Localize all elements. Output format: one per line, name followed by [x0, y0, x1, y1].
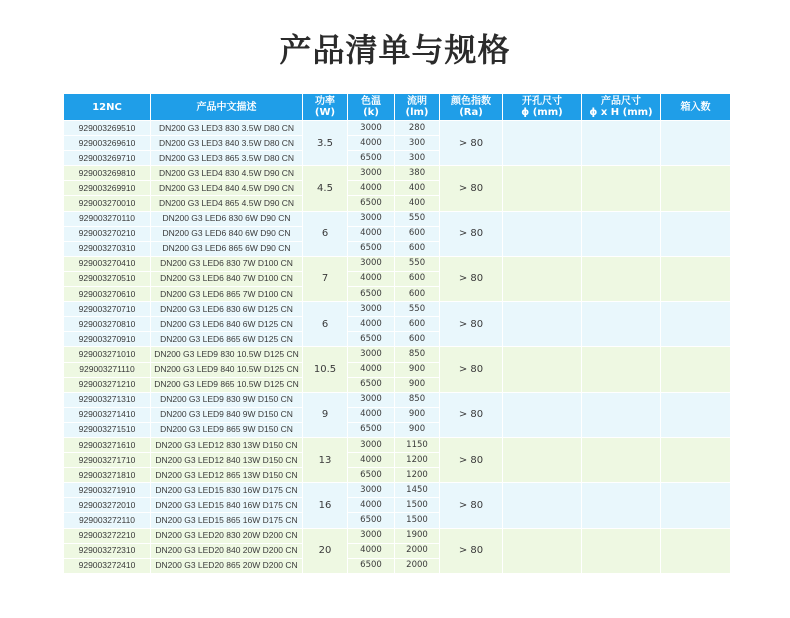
cell-color-rendering-index: > 80 [440, 437, 503, 482]
cell-color-temperature: 4000 [348, 271, 395, 286]
product-spec-table [63, 93, 731, 574]
header-box-quantity [661, 94, 731, 121]
cell-color-temperature: 6500 [348, 241, 395, 256]
cell-luminous-flux: 850 [395, 347, 440, 362]
cell-description: DN200 G3 LED3 830 3.5W D80 CN [151, 121, 303, 136]
cell-12nc: 929003270810 [64, 317, 151, 332]
cell-luminous-flux: 2000 [395, 558, 440, 573]
cell-luminous-flux: 600 [395, 226, 440, 241]
header-flux-label: 流明 [407, 96, 427, 107]
cell-color-temperature: 6500 [348, 332, 395, 347]
cell-color-temperature: 4000 [348, 453, 395, 468]
cell-power: 10.5 [303, 347, 348, 392]
cell-color-rendering-index: > 80 [440, 211, 503, 256]
cell-12nc: 929003270410 [64, 256, 151, 271]
table-row [64, 211, 731, 226]
cell-power: 3.5 [303, 121, 348, 166]
cell-color-temperature: 6500 [348, 287, 395, 302]
cell-box-quantity [661, 256, 731, 301]
header-power [303, 94, 348, 121]
cell-power: 20 [303, 528, 348, 573]
cell-box-quantity [661, 166, 731, 211]
cell-description: DN200 G3 LED20 840 20W D200 CN [151, 543, 303, 558]
header-cutout-size [503, 94, 582, 121]
cell-color-temperature: 6500 [348, 513, 395, 528]
cell-12nc: 929003271710 [64, 453, 151, 468]
cell-12nc: 929003271210 [64, 377, 151, 392]
cell-box-quantity [661, 211, 731, 256]
cell-luminous-flux: 850 [395, 392, 440, 407]
cell-color-temperature: 4000 [348, 317, 395, 332]
cell-product-size [582, 392, 661, 437]
cell-description: DN200 G3 LED15 830 16W D175 CN [151, 483, 303, 498]
table-row [64, 528, 731, 543]
cell-description: DN200 G3 LED4 840 4.5W D90 CN [151, 181, 303, 196]
cell-color-rendering-index: > 80 [440, 256, 503, 301]
cell-color-rendering-index: > 80 [440, 347, 503, 392]
cell-color-rendering-index: > 80 [440, 121, 503, 166]
cell-12nc: 929003271510 [64, 422, 151, 437]
header-power-unit: (W) [314, 107, 336, 118]
cell-power: 6 [303, 211, 348, 256]
cell-description: DN200 G3 LED3 865 3.5W D80 CN [151, 151, 303, 166]
header-description [151, 94, 303, 121]
cell-12nc: 929003270110 [64, 211, 151, 226]
cell-luminous-flux: 550 [395, 302, 440, 317]
cell-12nc: 929003269610 [64, 136, 151, 151]
cell-luminous-flux: 1450 [395, 483, 440, 498]
cell-product-size [582, 121, 661, 166]
cell-cutout-size [503, 166, 582, 211]
header-12nc-label: 12NC [92, 101, 122, 113]
cell-12nc: 929003271110 [64, 362, 151, 377]
cell-description: DN200 G3 LED9 840 9W D150 CN [151, 407, 303, 422]
cell-box-quantity [661, 121, 731, 166]
cell-12nc: 929003269910 [64, 181, 151, 196]
cell-luminous-flux: 1900 [395, 528, 440, 543]
cell-color-temperature: 3000 [348, 483, 395, 498]
header-cri-label: 颜色指数 [451, 96, 491, 107]
cell-description: DN200 G3 LED6 865 7W D100 CN [151, 287, 303, 302]
cell-product-size [582, 166, 661, 211]
cell-power: 13 [303, 437, 348, 482]
cell-description: DN200 G3 LED15 840 16W D175 CN [151, 498, 303, 513]
cell-luminous-flux: 1500 [395, 498, 440, 513]
cell-description: DN200 G3 LED9 840 10.5W D125 CN [151, 362, 303, 377]
cell-12nc: 929003269710 [64, 151, 151, 166]
cell-12nc: 929003271610 [64, 437, 151, 452]
cell-description: DN200 G3 LED12 865 13W D150 CN [151, 468, 303, 483]
cell-luminous-flux: 400 [395, 181, 440, 196]
table-row [64, 392, 731, 407]
header-cri-unit: (Ra) [459, 107, 483, 118]
cell-power: 7 [303, 256, 348, 301]
cell-product-size [582, 211, 661, 256]
cell-description: DN200 G3 LED20 830 20W D200 CN [151, 528, 303, 543]
cell-product-size [582, 437, 661, 482]
cell-color-temperature: 3000 [348, 256, 395, 271]
cell-description: DN200 G3 LED6 840 6W D125 CN [151, 317, 303, 332]
cell-cutout-size [503, 347, 582, 392]
cell-12nc: 929003270910 [64, 332, 151, 347]
table-header-row [64, 94, 731, 121]
cell-box-quantity [661, 483, 731, 528]
cell-12nc: 929003270210 [64, 226, 151, 241]
cell-box-quantity [661, 302, 731, 347]
cell-luminous-flux: 1150 [395, 437, 440, 452]
cell-power: 4.5 [303, 166, 348, 211]
cell-color-temperature: 4000 [348, 181, 395, 196]
cell-12nc: 929003270510 [64, 271, 151, 286]
cell-color-temperature: 3000 [348, 528, 395, 543]
cell-luminous-flux: 1500 [395, 513, 440, 528]
cell-description: DN200 G3 LED9 830 10.5W D125 CN [151, 347, 303, 362]
cell-color-rendering-index: > 80 [440, 392, 503, 437]
header-description-label: 产品中文描述 [196, 101, 257, 113]
cell-color-temperature: 3000 [348, 302, 395, 317]
cell-color-temperature: 3000 [348, 211, 395, 226]
cell-color-rendering-index: > 80 [440, 302, 503, 347]
cell-description: DN200 G3 LED15 865 16W D175 CN [151, 513, 303, 528]
cell-box-quantity [661, 437, 731, 482]
cell-12nc: 929003269510 [64, 121, 151, 136]
cell-description: DN200 G3 LED6 865 6W D125 CN [151, 332, 303, 347]
cell-power: 9 [303, 392, 348, 437]
cell-description: DN200 G3 LED20 865 20W D200 CN [151, 558, 303, 573]
header-color-rendering-index [440, 94, 503, 121]
cell-product-size [582, 347, 661, 392]
cell-cutout-size [503, 392, 582, 437]
cell-description: DN200 G3 LED6 840 7W D100 CN [151, 271, 303, 286]
cell-12nc: 929003269810 [64, 166, 151, 181]
table-body [64, 121, 731, 574]
cell-color-temperature: 4000 [348, 226, 395, 241]
cell-color-temperature: 6500 [348, 468, 395, 483]
table-row [64, 483, 731, 498]
header-luminous-flux [395, 94, 440, 121]
cell-power: 16 [303, 483, 348, 528]
header-cct-unit: (k) [363, 107, 379, 118]
cell-color-temperature: 4000 [348, 498, 395, 513]
cell-cutout-size [503, 437, 582, 482]
cell-12nc: 929003272010 [64, 498, 151, 513]
cell-description: DN200 G3 LED4 830 4.5W D90 CN [151, 166, 303, 181]
header-cutout-unit: ϕ (mm) [521, 107, 563, 118]
cell-color-temperature: 4000 [348, 136, 395, 151]
header-cutout-label: 开孔尺寸 [522, 96, 562, 107]
cell-cutout-size [503, 302, 582, 347]
table-row [64, 166, 731, 181]
cell-cutout-size [503, 528, 582, 573]
cell-luminous-flux: 400 [395, 196, 440, 211]
cell-color-temperature: 4000 [348, 407, 395, 422]
cell-description: DN200 G3 LED12 830 13W D150 CN [151, 437, 303, 452]
header-size-label: 产品尺寸 [601, 96, 641, 107]
cell-12nc: 929003272210 [64, 528, 151, 543]
cell-color-temperature: 3000 [348, 392, 395, 407]
cell-12nc: 929003270610 [64, 287, 151, 302]
cell-12nc: 929003272110 [64, 513, 151, 528]
cell-product-size [582, 256, 661, 301]
table-row [64, 302, 731, 317]
cell-luminous-flux: 300 [395, 151, 440, 166]
cell-description: DN200 G3 LED9 865 10.5W D125 CN [151, 377, 303, 392]
cell-color-temperature: 3000 [348, 121, 395, 136]
cell-luminous-flux: 380 [395, 166, 440, 181]
cell-cutout-size [503, 483, 582, 528]
cell-box-quantity [661, 347, 731, 392]
header-product-size [582, 94, 661, 121]
cell-description: DN200 G3 LED6 840 6W D90 CN [151, 226, 303, 241]
cell-luminous-flux: 600 [395, 317, 440, 332]
cell-product-size [582, 483, 661, 528]
cell-cutout-size [503, 211, 582, 256]
cell-color-rendering-index: > 80 [440, 166, 503, 211]
cell-color-temperature: 6500 [348, 377, 395, 392]
table-row [64, 121, 731, 136]
page-title: 产品清单与规格 [279, 31, 511, 69]
cell-luminous-flux: 300 [395, 136, 440, 151]
cell-color-temperature: 6500 [348, 151, 395, 166]
cell-description: DN200 G3 LED12 840 13W D150 CN [151, 453, 303, 468]
header-size-unit: ϕ x H (mm) [589, 107, 653, 118]
header-qty-label: 箱入数 [680, 101, 711, 113]
cell-cutout-size [503, 121, 582, 166]
cell-color-temperature: 3000 [348, 437, 395, 452]
cell-box-quantity [661, 392, 731, 437]
cell-description: DN200 G3 LED6 830 7W D100 CN [151, 256, 303, 271]
cell-luminous-flux: 600 [395, 332, 440, 347]
cell-luminous-flux: 280 [395, 121, 440, 136]
cell-12nc: 929003271310 [64, 392, 151, 407]
cell-12nc: 929003271410 [64, 407, 151, 422]
cell-description: DN200 G3 LED6 830 6W D90 CN [151, 211, 303, 226]
cell-color-temperature: 6500 [348, 196, 395, 211]
header-color-temperature [348, 94, 395, 121]
cell-luminous-flux: 600 [395, 287, 440, 302]
cell-description: DN200 G3 LED6 830 6W D125 CN [151, 302, 303, 317]
cell-12nc: 929003272310 [64, 543, 151, 558]
header-12nc [64, 94, 151, 121]
header-power-label: 功率 [315, 96, 335, 107]
cell-color-rendering-index: > 80 [440, 528, 503, 573]
cell-luminous-flux: 2000 [395, 543, 440, 558]
table-row [64, 347, 731, 362]
cell-color-temperature: 4000 [348, 543, 395, 558]
cell-luminous-flux: 900 [395, 377, 440, 392]
header-flux-unit: (lm) [405, 107, 429, 118]
table-row [64, 256, 731, 271]
cell-12nc: 929003271810 [64, 468, 151, 483]
cell-color-temperature: 6500 [348, 422, 395, 437]
cell-color-temperature: 6500 [348, 558, 395, 573]
cell-cutout-size [503, 256, 582, 301]
cell-luminous-flux: 600 [395, 271, 440, 286]
cell-description: DN200 G3 LED3 840 3.5W D80 CN [151, 136, 303, 151]
cell-description: DN200 G3 LED9 830 9W D150 CN [151, 392, 303, 407]
cell-product-size [582, 302, 661, 347]
cell-luminous-flux: 900 [395, 422, 440, 437]
cell-color-temperature: 3000 [348, 166, 395, 181]
cell-luminous-flux: 900 [395, 362, 440, 377]
cell-box-quantity [661, 528, 731, 573]
cell-power: 6 [303, 302, 348, 347]
table-row [64, 437, 731, 452]
cell-description: DN200 G3 LED4 865 4.5W D90 CN [151, 196, 303, 211]
header-cct-label: 色温 [361, 96, 381, 107]
cell-luminous-flux: 600 [395, 241, 440, 256]
cell-description: DN200 G3 LED9 865 9W D150 CN [151, 422, 303, 437]
cell-color-temperature: 3000 [348, 347, 395, 362]
cell-12nc: 929003270310 [64, 241, 151, 256]
cell-luminous-flux: 900 [395, 407, 440, 422]
cell-12nc: 929003270710 [64, 302, 151, 317]
cell-color-temperature: 4000 [348, 362, 395, 377]
cell-product-size [582, 528, 661, 573]
cell-color-rendering-index: > 80 [440, 483, 503, 528]
cell-luminous-flux: 550 [395, 211, 440, 226]
cell-12nc: 929003272410 [64, 558, 151, 573]
cell-12nc: 929003271010 [64, 347, 151, 362]
cell-description: DN200 G3 LED6 865 6W D90 CN [151, 241, 303, 256]
cell-12nc: 929003271910 [64, 483, 151, 498]
cell-luminous-flux: 1200 [395, 453, 440, 468]
cell-luminous-flux: 550 [395, 256, 440, 271]
cell-12nc: 929003270010 [64, 196, 151, 211]
cell-luminous-flux: 1200 [395, 468, 440, 483]
